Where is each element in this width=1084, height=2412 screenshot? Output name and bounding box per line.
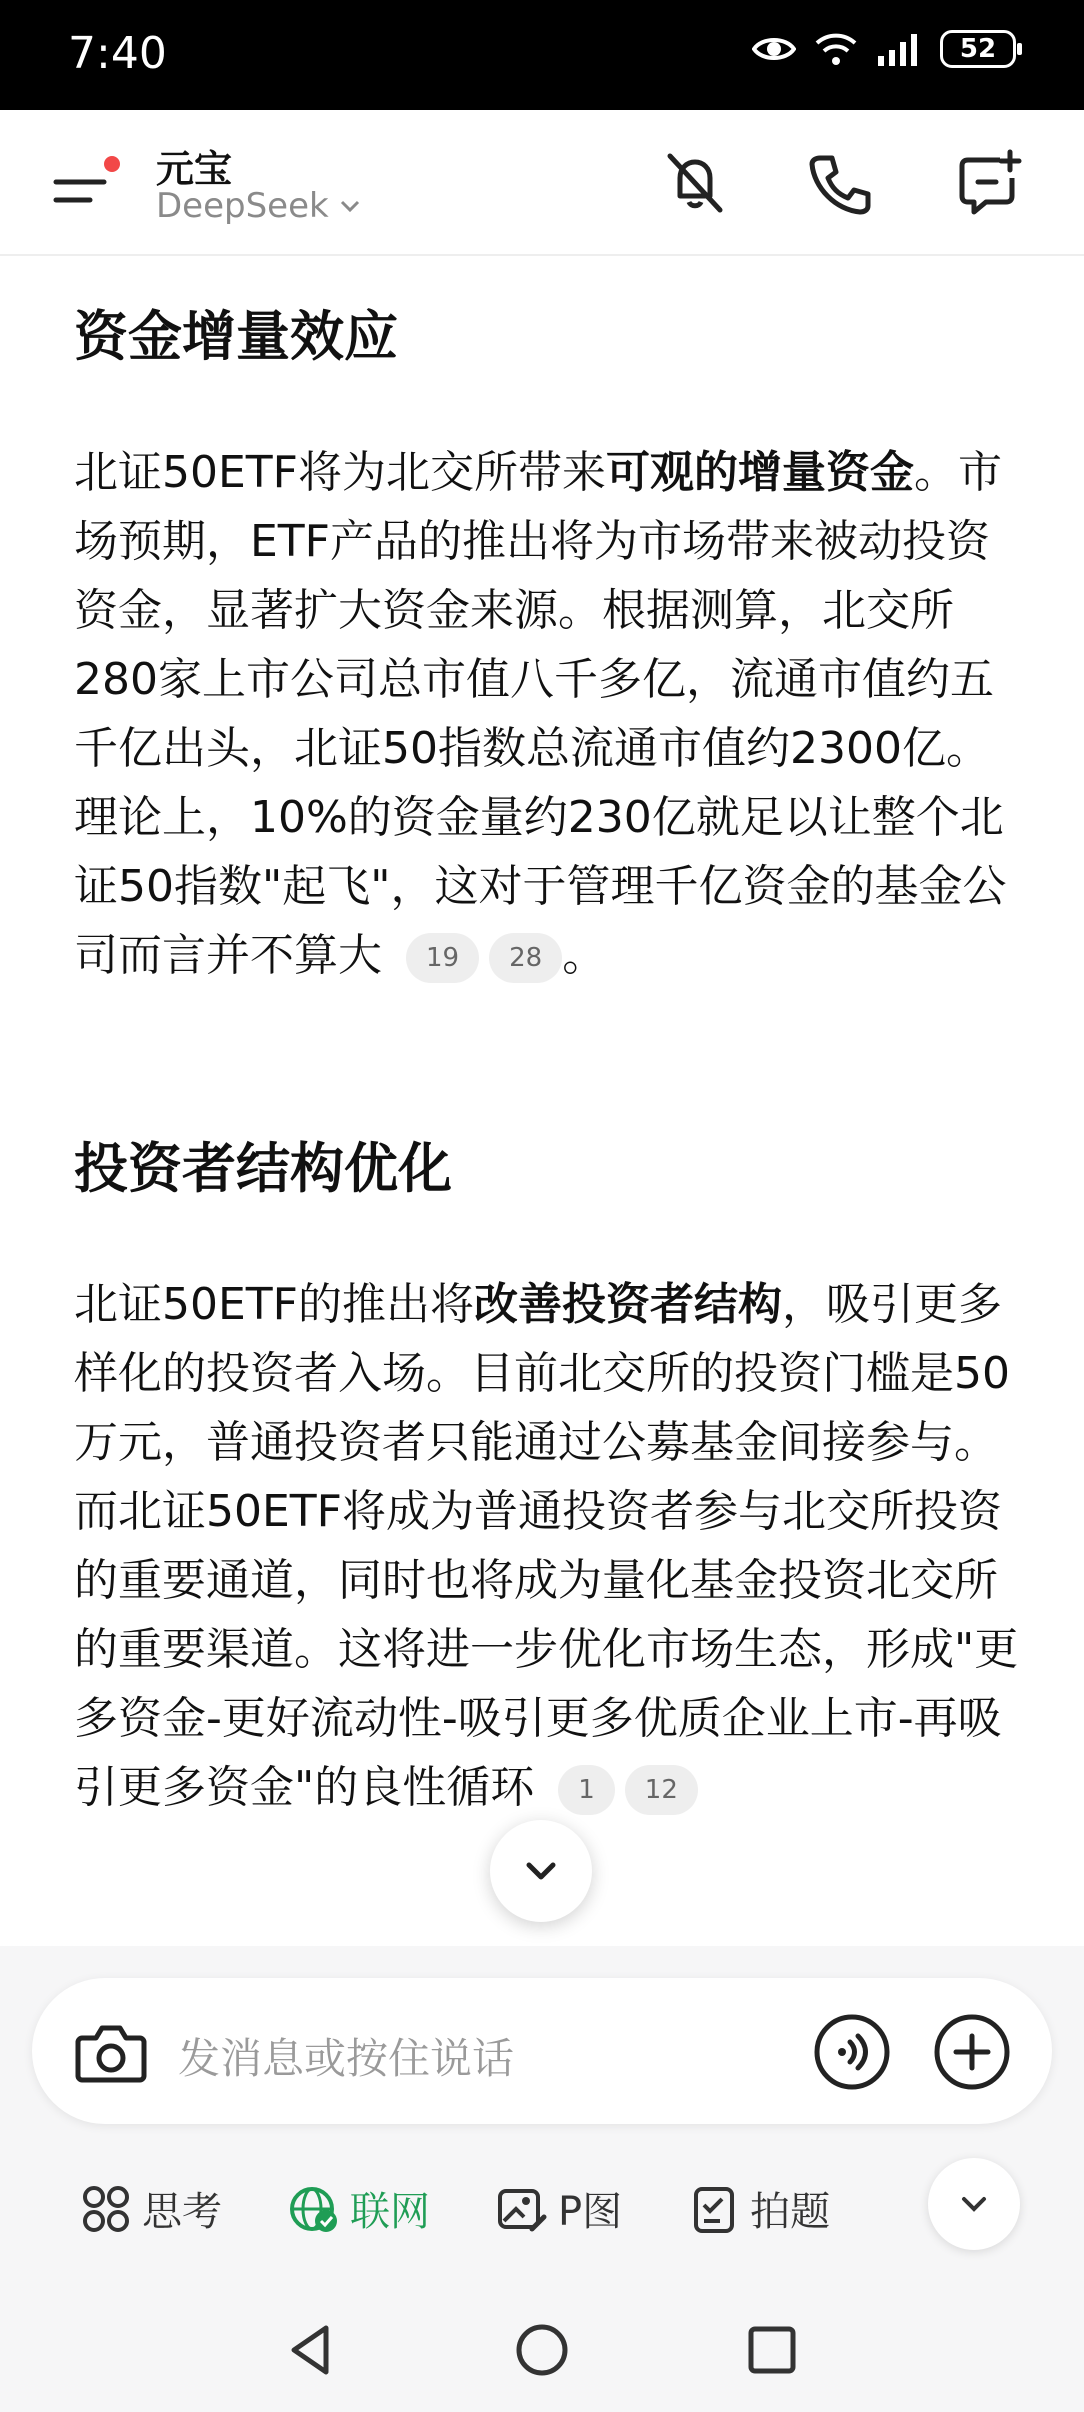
new-chat-button[interactable] xyxy=(954,148,1024,218)
camera-icon xyxy=(72,2014,150,2092)
chevron-down-icon xyxy=(521,1851,561,1891)
chevron-down-icon xyxy=(337,193,363,219)
add-attachment-button[interactable] xyxy=(932,2012,1012,2092)
tool-label: 思考 xyxy=(142,2189,222,2235)
tool-label: 拍题 xyxy=(750,2189,831,2235)
chevron-down-icon xyxy=(956,2186,992,2222)
voice-wave-icon xyxy=(812,2012,892,2092)
citation-badge[interactable]: 12 xyxy=(625,1765,698,1815)
nav-recents-button[interactable] xyxy=(742,2320,802,2380)
citation-badge[interactable]: 28 xyxy=(489,933,562,983)
new-chat-icon xyxy=(954,148,1024,218)
message-input[interactable]: 发消息或按住说话 xyxy=(178,2034,515,2083)
think-icon xyxy=(80,2183,132,2235)
voice-call-button[interactable] xyxy=(812,2012,892,2092)
globe-check-icon xyxy=(288,2183,340,2235)
home-circle-icon xyxy=(512,2320,572,2380)
recents-square-icon xyxy=(742,2320,802,2380)
section-heading: 资金增量效应 xyxy=(74,305,398,368)
answer-paragraph: 北证50ETF的推出将改善投资者结构，吸引更多样化的投资者入场。目前北交所的投资门槛是50万元，普通投资者只能通过公募基金间接参与。而北证50ETF将成为普通投资者参与北交所投资的重要通道，同时也将成为量化基金投资北交所的重要渠道。这将进一步优化市场生态，形成"更多资金-更好流动性-吸引更多优质企业上市-再吸引更多资金"的良性循环 1 12 xyxy=(74,1279,1019,1813)
system-nav-bar xyxy=(0,2292,1084,2412)
mute-button[interactable] xyxy=(660,148,730,218)
tool-image-edit[interactable] xyxy=(496,2180,622,2237)
citation-badge[interactable]: 1 xyxy=(558,1765,615,1815)
eye-icon xyxy=(752,34,796,64)
status-icons xyxy=(752,30,1016,68)
menu-button[interactable] xyxy=(52,152,122,222)
model-name: DeepSeek xyxy=(156,186,329,226)
section-heading: 投资者结构优化 xyxy=(74,1137,452,1200)
phone-icon xyxy=(806,148,876,218)
bell-muted-icon xyxy=(660,148,730,218)
camera-button[interactable] xyxy=(72,2014,150,2092)
status-bar xyxy=(0,0,1084,110)
tool-label: P图 xyxy=(558,2189,623,2235)
nav-back-button[interactable] xyxy=(282,2320,342,2380)
image-edit-icon xyxy=(496,2183,548,2235)
wifi-icon xyxy=(814,31,858,67)
composer-panel xyxy=(0,1946,1084,2412)
plus-circle-icon xyxy=(932,2012,1012,2092)
chat-content[interactable] xyxy=(0,256,1084,1946)
call-button[interactable] xyxy=(806,148,876,218)
tool-label: 联网 xyxy=(350,2189,430,2235)
notification-dot xyxy=(104,156,120,172)
tool-think[interactable] xyxy=(80,2180,222,2237)
status-time: 7:40 xyxy=(68,28,167,79)
tool-scan-question[interactable] xyxy=(688,2180,830,2237)
nav-home-button[interactable] xyxy=(512,2320,572,2380)
tool-row xyxy=(80,2180,896,2237)
tool-web-search[interactable] xyxy=(288,2180,430,2237)
app-title: 元宝 xyxy=(156,147,233,191)
scroll-to-bottom-button[interactable] xyxy=(490,1820,592,1922)
model-selector[interactable] xyxy=(156,186,363,226)
battery-indicator: 52 xyxy=(940,30,1016,68)
answer-paragraph: 北证50ETF将为北交所带来可观的增量资金。市场预期，ETF产品的推出将为市场带来被动投资资金，显著扩大资金来源。根据测算，北交所280家上市公司总市值八千多亿，流通市值约五千亿出头，北证50指数总流通市值约2300亿。理论上，10%的资金量约230亿就足以让整个北证50指数"起飞"，这对于管理千亿资金的基金公司而言并不算大 19 28 。 xyxy=(74,447,1007,981)
citation-badge[interactable]: 19 xyxy=(406,933,479,983)
message-input-bar[interactable] xyxy=(32,1978,1052,2124)
scan-question-icon xyxy=(688,2183,740,2235)
back-triangle-icon xyxy=(282,2320,342,2380)
signal-icon xyxy=(876,32,922,66)
more-tools-button[interactable] xyxy=(928,2158,1020,2250)
app-header xyxy=(0,110,1084,256)
